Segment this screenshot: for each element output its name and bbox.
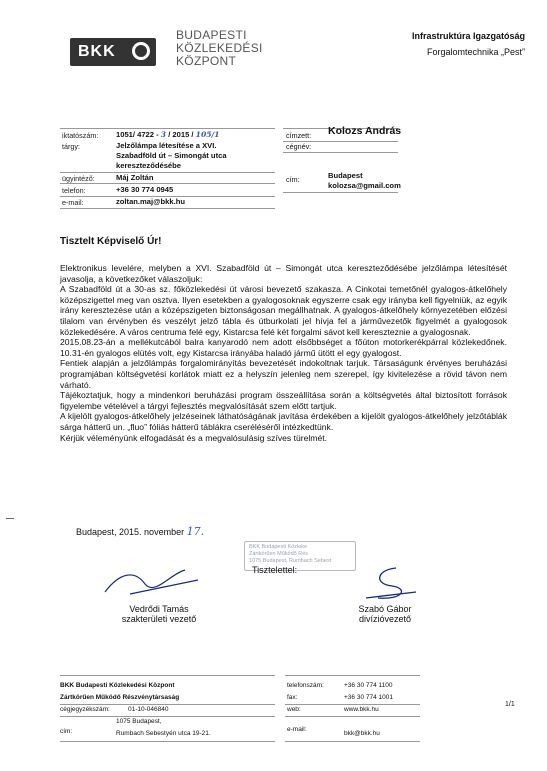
footer-cegj-value: 01-10-046840 [128, 706, 169, 713]
paragraph: Fentiek alapján a jelzőlámpás forgalomirányítás bevezetését indokoltnak tarjuk. Társaságunk érvényes beruházási programjában költségvetési korlátok miatt ez a helyszín jelenleg nem szerepel, így kivitelezése a rövid távon nem várható. [60, 358, 507, 390]
paragraph: Elektronikus levelére, melyben a XVI. Szabadföld út – Simongát utca kereszteződésébe jelzőlámpa létesítését javasolja, a következőket válaszoljuk: [60, 263, 507, 284]
salutation: Tisztelt Képviselő Úr! [60, 236, 162, 247]
footer-addr-2: Rumbach Sebestyén utca 19-21. [116, 730, 211, 737]
cimzett-value: Kolozs András [328, 125, 402, 137]
logo-line: BUDAPESTI [176, 28, 247, 42]
footer-fax-value: +36 30 774 1001 [344, 694, 393, 701]
footer-email-label: e-mail: [287, 726, 307, 733]
iktatoszam-handwritten-2: 105/1 [195, 130, 220, 139]
paragraph: A Szabadföld út a 30-as sz. főközlekedési út városi bevezető szakasza. A Cinkotai temetőnél gyalogos-átkelőhely középszigettel meg van osztva. Ilyen esetekben a gyalogosoknak egyszerre csak egy irányba kell figyelniük, az egyik irány keresztezése után a középszigeten biztonságosan megállhatnak. A gyalogos-átkelőhely környezetében előzési tilalom van érvényben és veszélyt jelző tábla és útburkolati jel hívja fel a járművezetők figyelmét a gyalogosok közlekedésére. A város centruma felé egy, Kistarcsa felé két forgalmi sávot kell kereszteznie a gyalogosnak. [60, 284, 507, 337]
cim-email: kolozsa@gmail.com [328, 181, 401, 190]
ugyintezo-value: Máj Zoltán [116, 173, 154, 182]
footer-company-form: Zártkörűen Működő Részvénytársaság [60, 694, 180, 701]
email-label: e-mail: [62, 198, 84, 207]
paragraph: A kijelölt gyalogos-átkelőhely jelzéseinek láthatóságának javítása érdekében a kijelölt gyalogos-átkelőhely jelzőtáblák sárga hátterű un. „fluo” fóliás hátterű táblákra cseréléséről intézkedtünk. [60, 411, 507, 432]
targy-line: Jelzőlámpa létesítése a XVI. [116, 141, 217, 150]
cim-line: Budapest [328, 171, 363, 180]
closing: Tisztelettel: [252, 565, 298, 575]
page-number: 1/1 [505, 701, 515, 708]
iktatoszam-mid: / 2015 / [168, 130, 194, 139]
signer-title: szakterületi vezető [121, 614, 197, 624]
targy-line: Szabadföld út – Simongát utca [116, 151, 227, 160]
paragraph: 2015.08.23-án a mellékutcából balra kanyarodó nem adott elsőbbséget a főúton motorkerékpárral közlekedőnek. 10.31-én gyalogos elütés volt, egy Kistarcsa irányába haladó jármű ütött el egy gyalogost. [60, 337, 507, 358]
footer-company: BKK Budapesti Közlekedési Központ [60, 682, 175, 689]
footer-web-value: www.bkk.hu [344, 706, 379, 713]
iktatoszam-prefix: 1051/ 4722 - [116, 130, 159, 139]
targy-line: kereszteződésébe [116, 161, 182, 170]
footer-tel-label: telefonszám: [287, 682, 324, 689]
targy-label: tárgy: [62, 142, 80, 151]
email-value: zoltan.maj@bkk.hu [116, 197, 186, 206]
stamp-line: Zártkörűen Működő Rés [249, 551, 308, 557]
iktatoszam-handwritten-1: 3 [160, 130, 167, 139]
paragraph: Tájékoztatjuk, hogy a mindenkori beruházási program összeállítása során a költségvetés által biztosított források figyelembe vételével a tárgyi fejlesztés megvalósítását szem előtt tartjuk. [60, 390, 507, 411]
date-handwritten: 17. [186, 525, 205, 538]
paragraph: Kérjük véleményünk elfogadását és a megvalósulásig szíves türelmét. [60, 432, 328, 443]
cim-label: cím: [286, 175, 300, 184]
signer-title: divízióvezető [358, 614, 412, 624]
ugyintezo-label: ügyintéző: [62, 174, 95, 183]
cimzett-label: címzett: [286, 131, 312, 140]
iktatoszam-label: iktatószám: [62, 131, 99, 140]
signer-name: Szabó Gábor [358, 604, 412, 614]
cegnev-label: cégnév: [286, 142, 312, 151]
logo-line: KÖZLEKEDÉSI [176, 41, 263, 55]
telefon-label: telefon: [62, 186, 86, 195]
footer-web-label: web: [287, 706, 301, 713]
stamp-line: 1075 Budapest, Rumbach Sebest [249, 558, 332, 564]
signer-name: Vedrődi Tamás [129, 604, 189, 614]
stamp-line: BKK Budapesti Közleke [249, 544, 308, 550]
department-subtitle: Forgalomtechnika „Pest” [426, 47, 525, 57]
footer-cim-label: cím: [60, 728, 73, 735]
logo-mark: BKK [78, 43, 116, 60]
telefon-value: +36 30 774 0945 [116, 185, 174, 194]
footer-email-value: bkk@bkk.hu [344, 730, 380, 737]
footer-cegj-label: cégjegyzékszám: [60, 706, 110, 713]
footer-tel-value: +36 30 774 1100 [344, 682, 393, 689]
footer-fax-label: fax: [287, 694, 298, 701]
date-text: Budapest, 2015. november [76, 527, 185, 537]
footer-addr-1: 1075 Budapest, [116, 718, 162, 725]
department-title: Infrastruktúra Igazgatóság [411, 31, 525, 41]
logo-line: KÖZPONT [176, 54, 237, 68]
